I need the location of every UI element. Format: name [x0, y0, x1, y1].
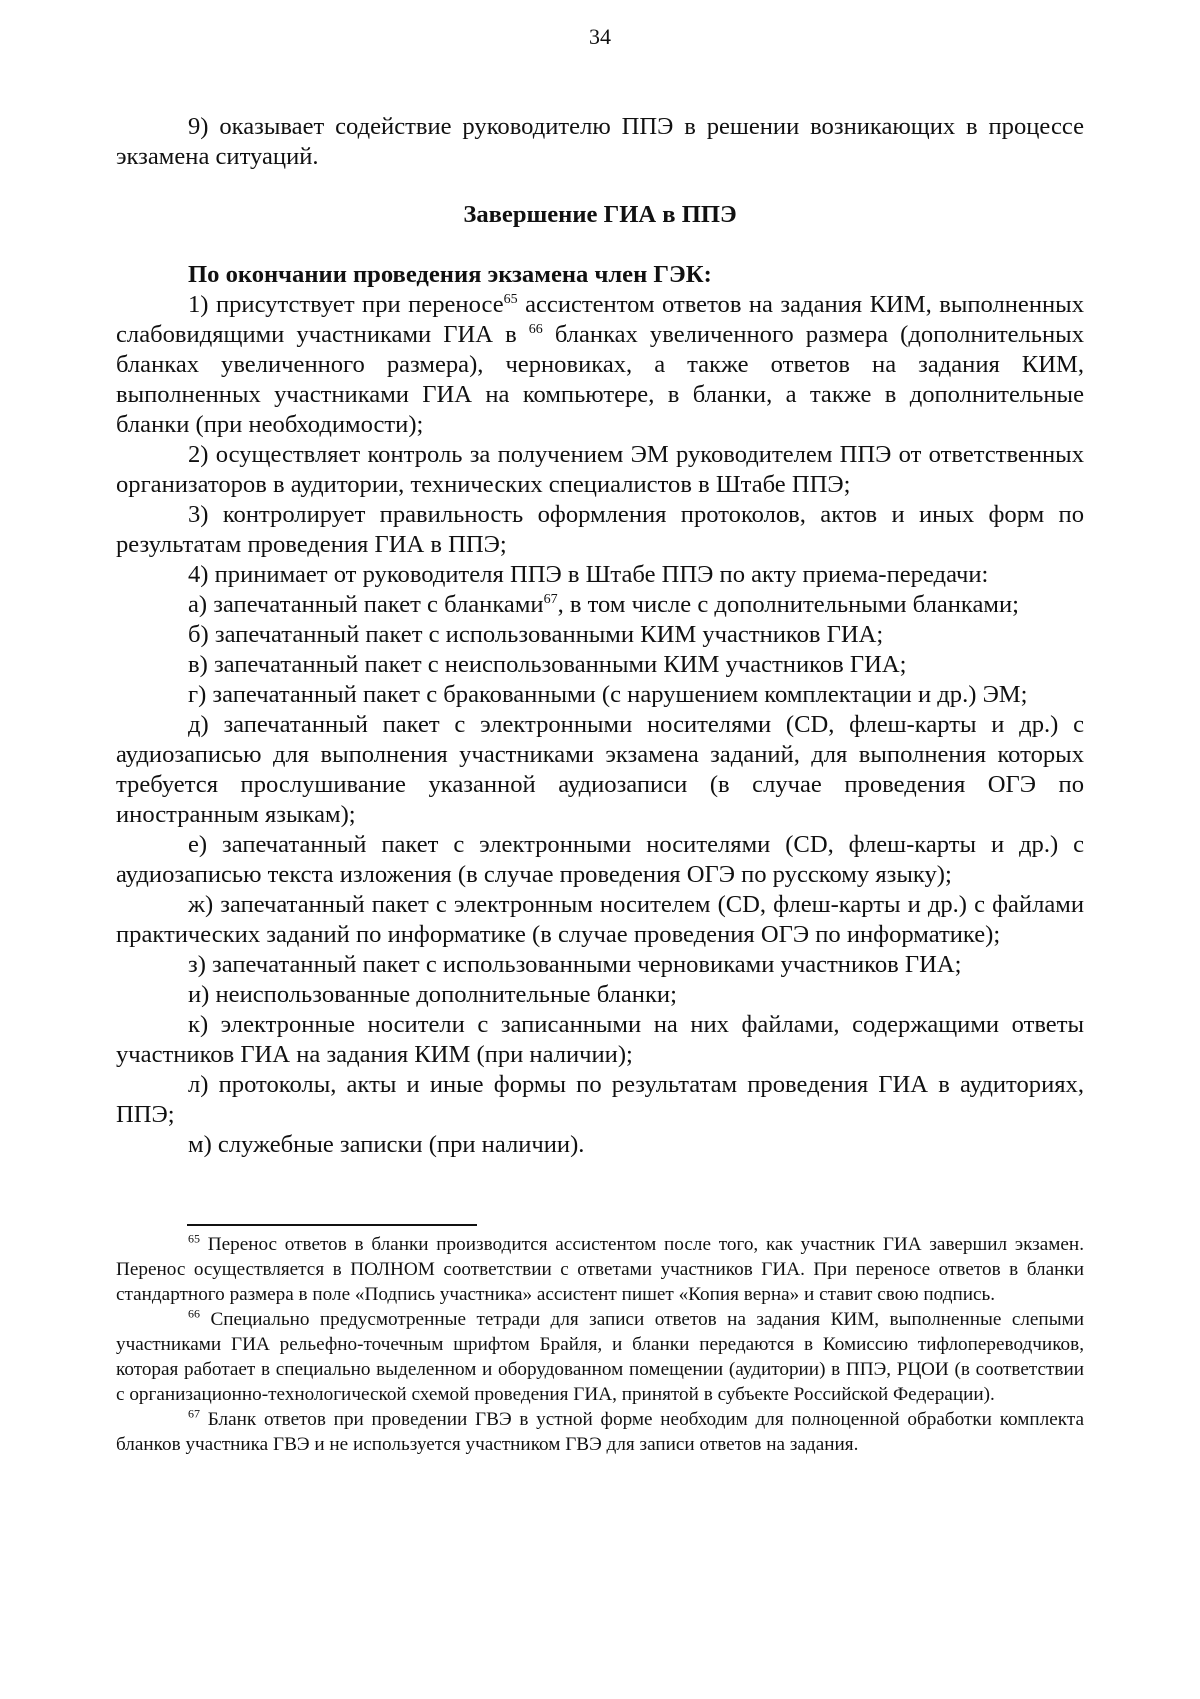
- footnote-ref: 66: [528, 321, 543, 337]
- sub-item-d: д) запечатанный пакет с электронными носителями (CD, флеш-карты и др.) с аудиозаписью для выполнения участниками экзамена заданий, для выполнения которых требуется прослушивание указанной аудиозаписи (в случае проведения ОГЭ по иностранным языкам);: [116, 711, 1084, 828]
- sub-item-g: г) запечатанный пакет с бракованными (с нарушением комплектации и др.) ЭМ;: [188, 681, 1028, 708]
- sub-item-v: в) запечатанный пакет с неиспользованными КИМ участников ГИА;: [188, 651, 907, 678]
- sub-item-i: и) неиспользованные дополнительные бланки;: [188, 981, 677, 1008]
- page-number: 34: [589, 24, 611, 49]
- footnote-text: Перенос ответов в бланки производится ассистентом после того, как участник ГИА завершил экзамен. Перенос осуществляется в ПОЛНОМ соответствии с ответами участников ГИА. При переносе ответов в бланки стандартного размера в поле «Подпись участника» ассистент пишет «Копия верна» и ставит свою подпись.: [116, 1234, 1084, 1305]
- intro-item: 9) оказывает содействие руководителю ППЭ в решении возникающих в процессе экзамена ситуаций.: [116, 113, 1084, 170]
- footnote-67: [116, 1407, 1084, 1457]
- footnote-separator: [187, 1224, 477, 1226]
- item-text: , в том числе с дополнительными бланками;: [557, 591, 1019, 618]
- main-text: [116, 112, 1084, 1160]
- item-text: 1) присутствует при переносе: [188, 291, 504, 318]
- list-item-1: [116, 290, 1084, 440]
- sub-item-l: л) протоколы, акты и иные формы по результатам проведения ГИА в аудиториях, ППЭ;: [116, 1071, 1084, 1128]
- footnote-ref: 67: [543, 591, 558, 607]
- item-text: бланках увеличенного размера (дополнительных бланках увеличенного размера), черновиках, а также ответов на задания КИМ, выполненных участниками ГИА на компьютере, в бланки, а также в дополнительные бланки (при необходимости);: [116, 321, 1084, 438]
- footnote-number: 67: [188, 1406, 200, 1421]
- list-item-4: 4) принимает от руководителя ППЭ в Штабе ППЭ по акту приема-передачи:: [188, 561, 989, 588]
- footnote-number: 66: [188, 1306, 200, 1321]
- item-text: а) запечатанный пакет с бланками: [188, 591, 544, 618]
- footnote-text: Специально предусмотренные тетради для записи ответов на задания КИМ, выполненные слепыми участниками ГИА рельефно-точечным шрифтом Брайля, и бланки передаются в Комиссию тифлопереводчиков, которая работает в специально выделенном и оборудованном помещении (аудитории) в ППЭ, РЦОИ (в соответствии с организационно-технологической схемой проведения ГИА, принятой в субъекте Российской Федерации).: [116, 1309, 1084, 1405]
- subtitle: По окончании проведения экзамена член ГЭК:: [188, 261, 712, 288]
- sub-item-a: [116, 590, 1084, 620]
- footnote-ref: 65: [503, 291, 518, 307]
- sub-item-k: к) электронные носители с записанными на них файлами, содержащими ответы участников ГИА на задания КИМ (при наличии);: [116, 1011, 1084, 1068]
- sub-item-b: б) запечатанный пакет с использованными КИМ участников ГИА;: [188, 621, 884, 648]
- section-title: Завершение ГИА в ППЭ: [463, 201, 737, 228]
- list-item-3: 3) контролирует правильность оформления протоколов, актов и иных форм по результатам проведения ГИА в ППЭ;: [116, 501, 1084, 558]
- footnotes: [116, 1232, 1084, 1457]
- sub-item-m: м) служебные записки (при наличии).: [188, 1131, 585, 1158]
- sub-item-zh: ж) запечатанный пакет с электронным носителем (CD, флеш-карты и др.) с файлами практических заданий по информатике (в случае проведения ОГЭ по информатике);: [116, 891, 1084, 948]
- footnote-66: [116, 1307, 1084, 1407]
- list-item-2: 2) осуществляет контроль за получением ЭМ руководителем ППЭ от ответственных организаторов в аудитории, технических специалистов в Штабе ППЭ;: [116, 441, 1084, 498]
- sub-item-z: з) запечатанный пакет с использованными черновиками участников ГИА;: [188, 951, 962, 978]
- sub-item-e: е) запечатанный пакет с электронными носителями (CD, флеш-карты и др.) с аудиозаписью текста изложения (в случае проведения ОГЭ по русскому языку);: [116, 831, 1084, 888]
- footnote-number: 65: [188, 1231, 200, 1246]
- footnote-65: [116, 1232, 1084, 1307]
- item-text: ассистентом ответов на задания КИМ, выполненных слабовидящими участниками ГИА в: [116, 291, 1084, 348]
- footnote-text: Бланк ответов при проведении ГВЭ в устной форме необходим для полноценной обработки комплекта бланков участника ГВЭ и не используется участником ГВЭ для записи ответов на задания.: [116, 1409, 1084, 1455]
